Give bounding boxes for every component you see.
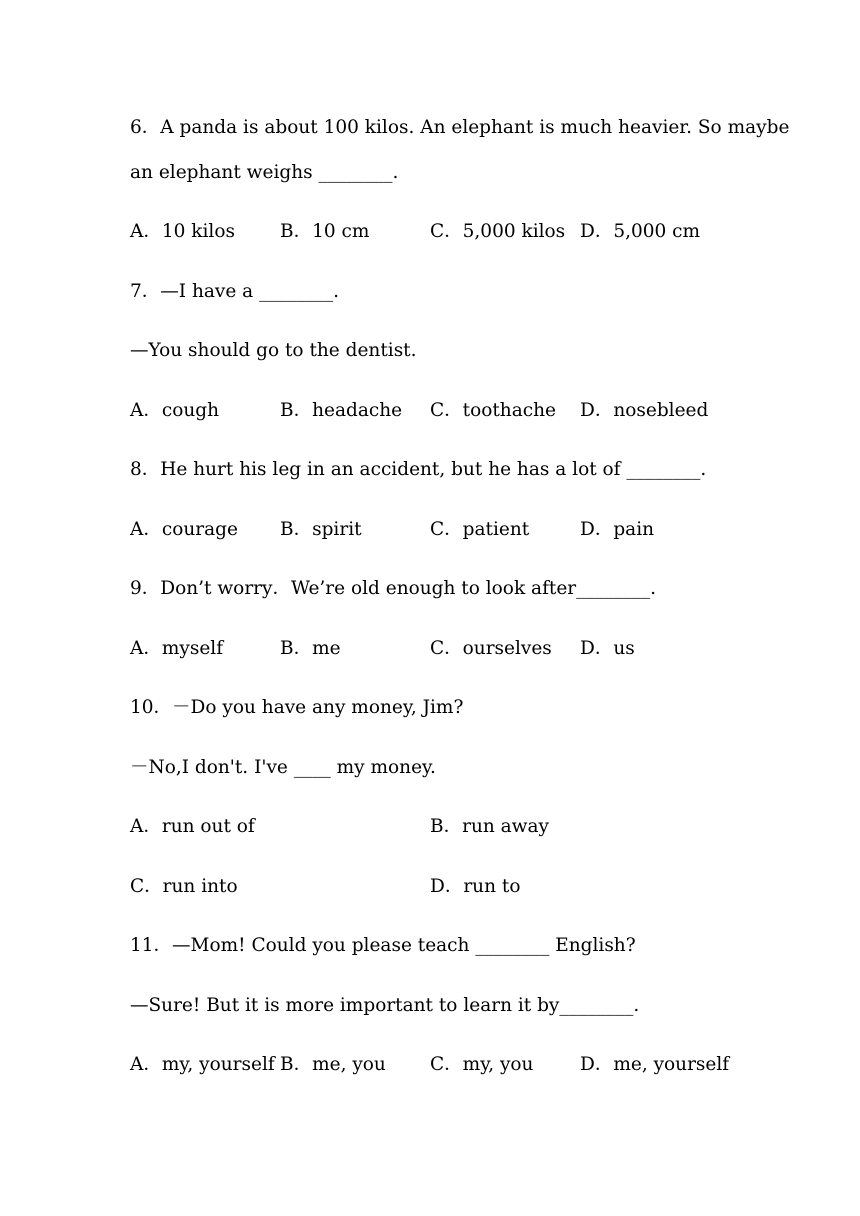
question-8-option-c: C．patient xyxy=(430,519,530,540)
question-7-option-b: B．headache xyxy=(280,400,403,421)
question-10-option-d: D．run to xyxy=(430,876,521,897)
question-10-options-row1 xyxy=(130,815,750,839)
question-11-option-a: A．my, yourself xyxy=(130,1054,275,1075)
question-6-stem-line2: an elephant weighs ________. xyxy=(130,162,399,183)
question-9-option-b: B．me xyxy=(280,638,341,659)
question-7-options xyxy=(130,399,750,423)
question-6-option-b: B．10 cm xyxy=(280,221,370,242)
question-10-options-row2 xyxy=(130,875,750,899)
question-6-options xyxy=(130,220,750,244)
question-10-stem-line2: －No,I don't. I've ____ my money. xyxy=(130,757,436,778)
question-9-options xyxy=(130,637,750,661)
question-10-stem-line1: 10．－Do you have any money, Jim? xyxy=(130,697,464,718)
question-11-option-c: C．my, you xyxy=(430,1054,534,1075)
question-9-stem-line1: 9．Don’t worry．We’re old enough to look after________. xyxy=(130,578,657,599)
question-8-stem-line1: 8．He hurt his leg in an accident, but he has a lot of ________. xyxy=(130,459,707,480)
question-6-option-a: A．10 kilos xyxy=(130,221,235,242)
question-11-options xyxy=(130,1053,750,1077)
question-8-options xyxy=(130,518,750,542)
question-6-stem-line1: 6．A panda is about 100 kilos. An elephant is much heavier. So maybe xyxy=(130,117,790,138)
question-11-stem-line1: 11．—Mom! Could you please teach ________ English? xyxy=(130,935,636,956)
question-9-option-c: C．ourselves xyxy=(430,638,552,659)
question-10-option-b: B．run away xyxy=(430,816,549,837)
question-8-option-a: A．courage xyxy=(130,519,238,540)
question-6-option-d: D．5,000 cm xyxy=(580,221,701,242)
question-7-option-a: A．cough xyxy=(130,400,220,421)
question-7-stem-line1: 7．—I have a ________. xyxy=(130,281,339,302)
question-9-option-d: D．us xyxy=(580,638,635,659)
question-6-option-c: C．5,000 kilos xyxy=(430,221,566,242)
question-8-option-d: D．pain xyxy=(580,519,655,540)
question-7-option-c: C．toothache xyxy=(430,400,556,421)
question-11-stem-line2: —Sure! But it is more important to learn it by________. xyxy=(130,995,640,1016)
question-9-option-a: A．myself xyxy=(130,638,224,659)
question-7-option-d: D．nosebleed xyxy=(580,400,709,421)
question-11-option-d: D．me, yourself xyxy=(580,1054,730,1075)
question-10-option-a: A．run out of xyxy=(130,816,255,837)
question-8-option-b: B．spirit xyxy=(280,519,362,540)
question-7-stem-line2: —You should go to the dentist. xyxy=(130,340,417,361)
question-11-option-b: B．me, you xyxy=(280,1054,386,1075)
question-10-option-c: C．run into xyxy=(130,876,238,897)
